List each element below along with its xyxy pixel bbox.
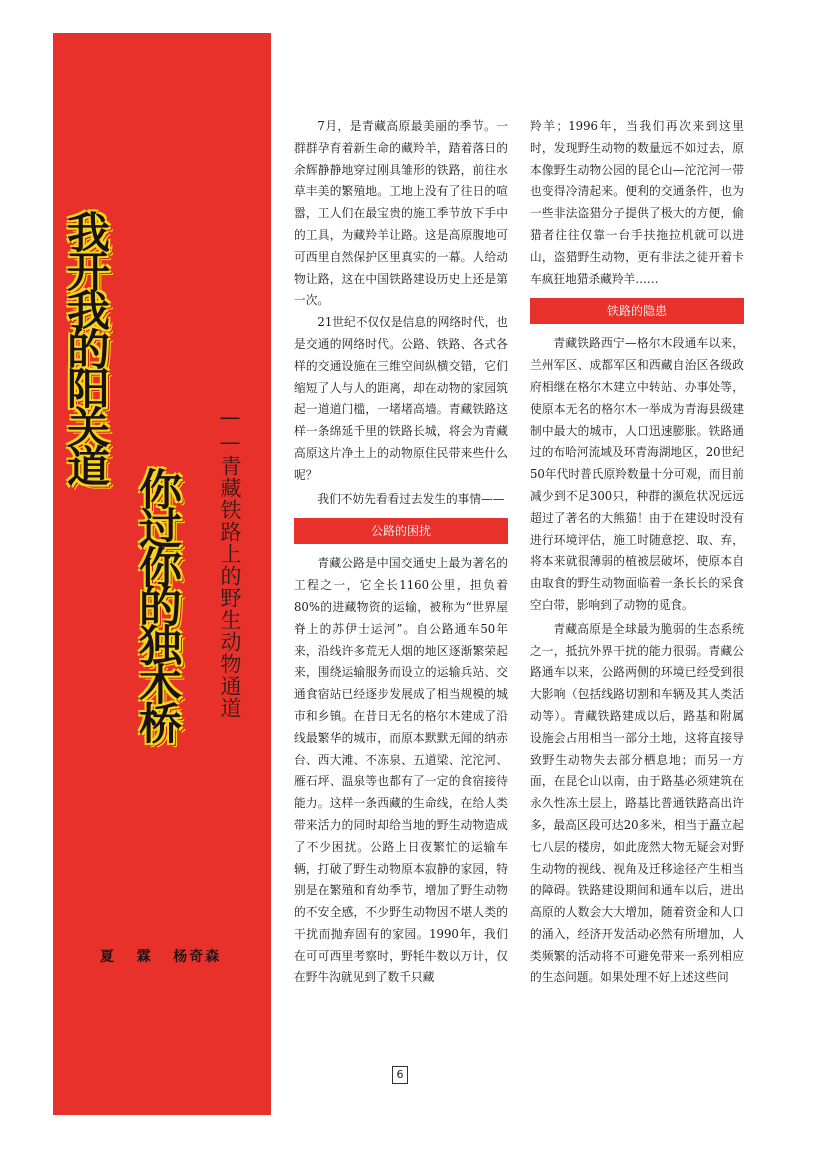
- section-heading-highway: 公路的困扰: [294, 518, 508, 544]
- section-heading-railway: 铁路的隐患: [530, 298, 744, 324]
- text-column-1: [294, 116, 508, 989]
- article-title-line1: 我开我的阳关道: [60, 210, 110, 483]
- paragraph: 青藏高原是全球最为脆弱的生态系统之一，抵抗外界干扰的能力很弱。青藏公路通车以来，公路两侧的环境已经受到很大影响（包括线路切割和车辆及其人类活动等）。青藏铁路建成以后，路基和附属设施会占用相当一部分土地，这将直接导致野生动物失去部分栖息地；而另一方面，在昆仑山以南，由于路基必须建筑在永久性冻土层上，路基比普通铁路高出许多，最高区段可达20多米，相当于矗立起七八层的楼房，如此庞然大物无疑会对野生动物的视线、视角及迁移途径产生相当的障碍。铁路建设期间和通车以后，进出高原的人数会大大增加，随着资金和人口的涌入，经济开发活动必然有所增加，人类频繁的活动将不可避免带来一系列相应的生态问题。如果处理不好上述这些问: [530, 621, 744, 985]
- paragraph: 青藏铁路西宁—格尔木段通车以来，兰州军区、成都军区和西藏自治区各级政府相继在格尔木建立中转站、办事处等，使原本无名的格尔木一举成为青海县级建制中最大的城市，人口迅速膨胀。铁路通过的布哈河流域及环青海湖地区，20世纪50年代时普氏原羚数量十分可观，而目前减少到不足300只，种群的濒危状况远远超过了著名的大熊猫！由于在建设时没有进行环境评估，施工时随意挖、取、弃，将本来就很薄弱的植被层破坏，使原本自由取食的野生动物面临着一条长长的采食空白带，影响到了动物的觅食。: [530, 336, 744, 612]
- article-authors: 夏 霖 杨奇森: [100, 949, 222, 965]
- paragraph: 羚羊；1996年，当我们再次来到这里时，发现野生动物的数量远不如过去，原本像野生动物公园的昆仑山—沱沱河一带也变得冷清起来。便利的交通条件，也为一些非法盗猎分子提供了极大的方便，偷猎者往往仅靠一台手扶拖拉机就可以进山，盗猎野生动物，更有非法之徒开着卡车疯狂地猎杀藏羚羊……: [530, 119, 744, 286]
- article-subtitle: ——青藏铁路上的野生动物通道: [218, 405, 242, 719]
- paragraph: 21世纪不仅仅是信息的网络时代，也是交通的网络时代。公路、铁路、各式各样的交通设施在三维空间纵横交错，它们缩短了人与人的距离，却在动物的家园筑起一道道门槛，一堵堵高墙。青藏铁路这样一条绵延千里的铁路长城，将会为青藏高原这片净土上的动物原住民带来些什么呢？: [294, 315, 508, 482]
- paragraph: 7月，是青藏高原最美丽的季节。一群群孕育着新生命的藏羚羊，踏着落日的余辉静静地穿过刚具雏形的铁路，前往水草丰美的繁殖地。工地上没有了往日的喧嚣，工人们在最宝贵的施工季节放下手中的工具，为藏羚羊让路。这是高原腹地可可西里自然保护区里真实的一幕。人给动物让路，这在中国铁路建设历史上还是第一次。: [294, 119, 508, 308]
- text-column-2: [530, 116, 744, 989]
- page-number: 6: [392, 1066, 408, 1084]
- paragraph: 青藏公路是中国交通史上最为著名的工程之一，它全长1160公里，担负着80%的进藏物资的运输，被称为“世界屋脊上的苏伊士运河”。自公路通车50年来，沿线许多荒无人烟的地区逐渐繁荣起来，围绕运输服务而设立的运输兵站、交通食宿站已经逐步发展成了相当规模的城市和乡镇。在昔日无名的格尔木建成了沿线最繁华的城市，而原本默默无闻的纳赤台、西大滩、不冻泉、五道梁、沱沱河、雁石坪、温泉等也都有了一定的食宿接待能力。这样一条西藏的生命线，在给人类带来活力的同时却给当地的野生动物造成了不少困扰。公路上日夜繁忙的运输车辆，打破了野生动物原本寂静的家园，特别是在繁殖和育幼季节，增加了野生动物的不安全感，不少野生动物因不堪人类的干扰而抛弃固有的家园。1990年，我们在可可西里考察时，野牦牛数以万计，仅在野牛沟就见到了数千只藏: [294, 556, 508, 985]
- paragraph: 我们不妨先看看过去发生的事情——: [317, 491, 505, 506]
- article-title-line2: 你过你的独木桥: [132, 467, 182, 740]
